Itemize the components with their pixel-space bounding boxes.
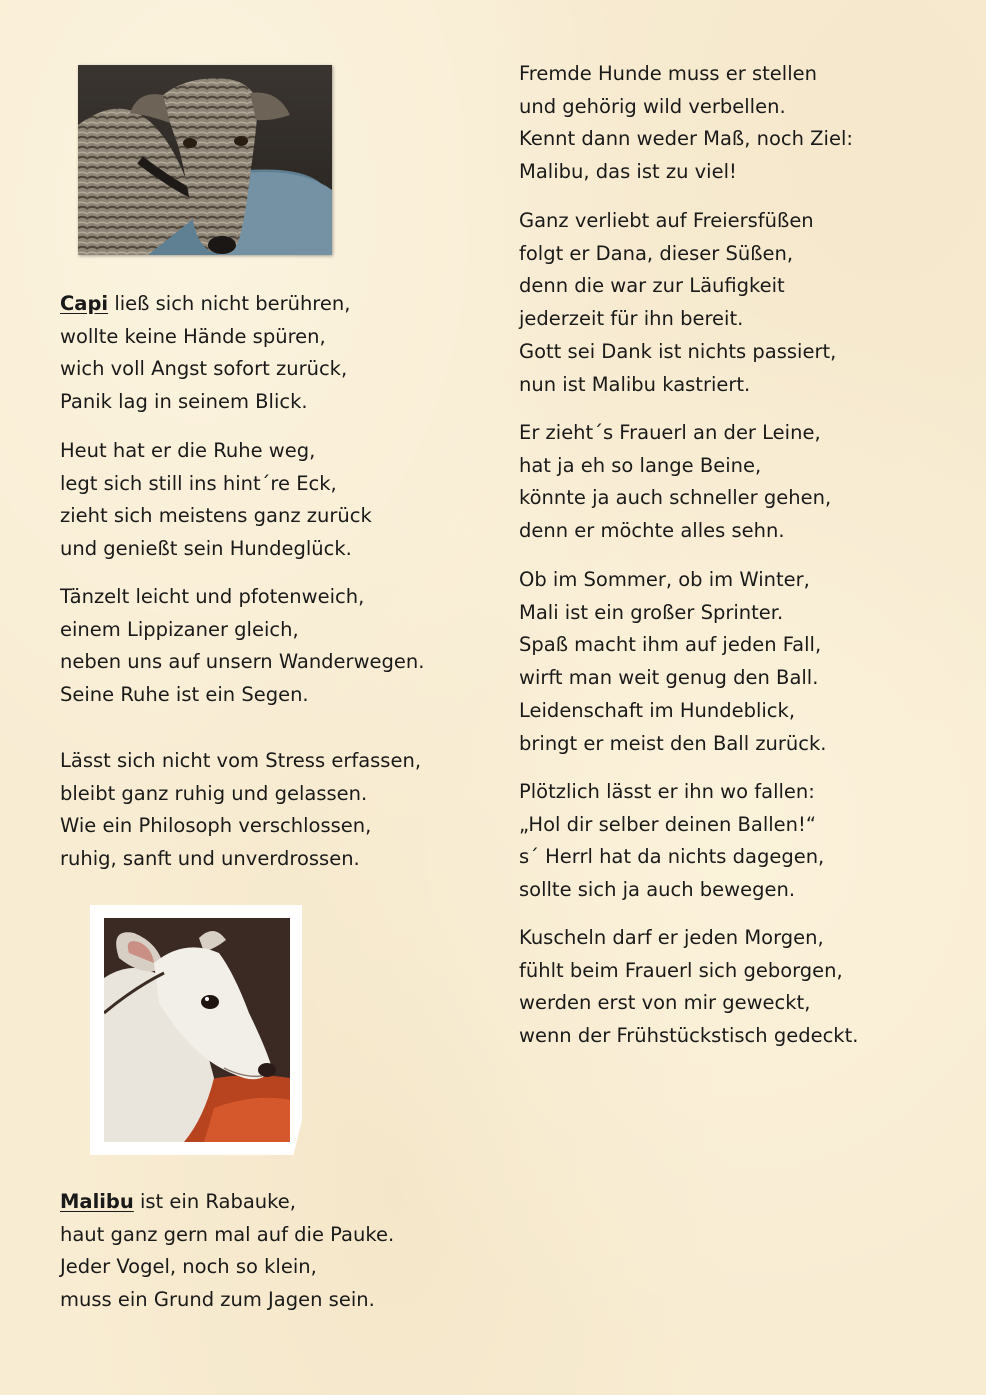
malibu-stanza-7 <box>519 922 858 1053</box>
stanza-line: nun ist Malibu kastriert. <box>519 372 751 396</box>
capi-stanza-1-line-4: Panik lag in seinem Blick. <box>60 390 308 414</box>
stanza-line: Fremde Hunde muss er stellen <box>519 62 817 85</box>
stanza-line: jederzeit für ihn bereit. <box>519 307 744 331</box>
capi-photo <box>78 65 332 255</box>
malibu-stanza-2 <box>519 58 853 189</box>
stanza-line: neben uns auf unsern Wanderwegen. <box>60 650 425 674</box>
malibu-stanza-3 <box>519 205 836 401</box>
stanza-line: Spaß macht ihm auf jeden Fall, <box>519 633 822 657</box>
stanza-line: wirft man weit genug den Ball. <box>519 666 819 690</box>
stanza-line: Kennt dann weder Maß, noch Ziel: <box>519 127 853 151</box>
stanza-line: denn die war zur Läufigkeit <box>519 274 785 298</box>
stanza-line: Heut hat er die Ruhe weg, <box>60 439 316 462</box>
stanza-line: Leidenschaft im Hundeblick, <box>519 698 796 722</box>
stanza-line: Malibu, das ist zu viel! <box>519 160 737 184</box>
capi-stanza-1 <box>60 288 350 419</box>
malibu-stanza-1-line-1 <box>60 1186 394 1219</box>
stanza-line: und gehörig wild verbellen. <box>519 94 786 118</box>
capi-stanza-2 <box>60 435 372 566</box>
malibu-stanza-1-line-3: Jeder Vogel, noch so klein, <box>60 1255 317 1279</box>
stanza-line: Tänzelt leicht und pfotenweich, <box>60 585 365 608</box>
stanza-line: ruhig, sanft und unverdrossen. <box>60 847 360 871</box>
malibu-stanza-1-line-1-text: ist ein Rabauke, <box>133 1190 296 1213</box>
capi-stanza-1-line-2: wollte keine Hände spüren, <box>60 324 326 348</box>
malibu-name: Malibu <box>60 1190 134 1213</box>
stanza-line: bringt er meist den Ball zurück. <box>519 731 827 755</box>
capi-stanza-3 <box>60 581 424 712</box>
stanza-line: Ob im Sommer, ob im Winter, <box>519 568 810 591</box>
malibu-stanza-5 <box>519 564 827 760</box>
capi-stanza-4 <box>60 745 421 876</box>
malibu-dog-image <box>104 918 290 1142</box>
malibu-photo <box>104 918 290 1142</box>
malibu-stanza-4 <box>519 417 831 548</box>
capi-name: Capi <box>60 292 109 315</box>
stanza-line: Mali ist ein großer Sprinter. <box>519 600 784 624</box>
stanza-line: Kuscheln darf er jeden Morgen, <box>519 926 824 949</box>
stanza-line: Seine Ruhe ist ein Segen. <box>60 683 309 707</box>
capi-stanza-1-line-1-text: ließ sich nicht berühren, <box>108 292 351 315</box>
stanza-line: werden erst von mir geweckt, <box>519 991 811 1015</box>
stanza-line: sollte sich ja auch bewegen. <box>519 878 796 902</box>
malibu-stanza-6 <box>519 776 824 907</box>
stanza-line: s´ Herrl hat da nichts dagegen, <box>519 845 825 869</box>
stanza-line: legt sich still ins hint´re Eck, <box>60 471 337 495</box>
stanza-line: Er zieht´s Frauerl an der Leine, <box>519 421 821 444</box>
malibu-stanza-1 <box>60 1186 394 1317</box>
stanza-line: hat ja eh so lange Beine, <box>519 453 762 477</box>
stanza-line: einem Lippizaner gleich, <box>60 617 299 641</box>
stanza-line: Plötzlich lässt er ihn wo fallen: <box>519 780 815 803</box>
stanza-line: bleibt ganz ruhig und gelassen. <box>60 781 368 805</box>
stanza-line: Wie ein Philosoph verschlossen, <box>60 814 372 838</box>
stanza-line: könnte ja auch schneller gehen, <box>519 486 832 510</box>
capi-stanza-1-line-3: wich voll Angst sofort zurück, <box>60 357 348 381</box>
capi-dog-image <box>78 65 332 255</box>
stanza-line: fühlt beim Frauerl sich geborgen, <box>519 958 843 982</box>
stanza-line: „Hol dir selber deinen Ballen!“ <box>519 812 816 836</box>
stanza-line: Lässt sich nicht vom Stress erfassen, <box>60 749 422 772</box>
stanza-line: zieht sich meistens ganz zurück <box>60 504 372 528</box>
capi-stanza-1-line-1 <box>60 288 350 321</box>
stanza-line: und genießt sein Hundeglück. <box>60 537 352 561</box>
stanza-line: Gott sei Dank ist nichts passiert, <box>519 339 837 363</box>
stanza-line: wenn der Frühstückstisch gedeckt. <box>519 1024 859 1048</box>
stanza-line: denn er möchte alles sehn. <box>519 519 785 543</box>
malibu-stanza-1-line-4: muss ein Grund zum Jagen sein. <box>60 1288 375 1312</box>
stanza-line: folgt er Dana, dieser Süßen, <box>519 241 794 265</box>
malibu-stanza-1-line-2: haut ganz gern mal auf die Pauke. <box>60 1222 395 1246</box>
stanza-line: Ganz verliebt auf Freiersfüßen <box>519 209 814 232</box>
